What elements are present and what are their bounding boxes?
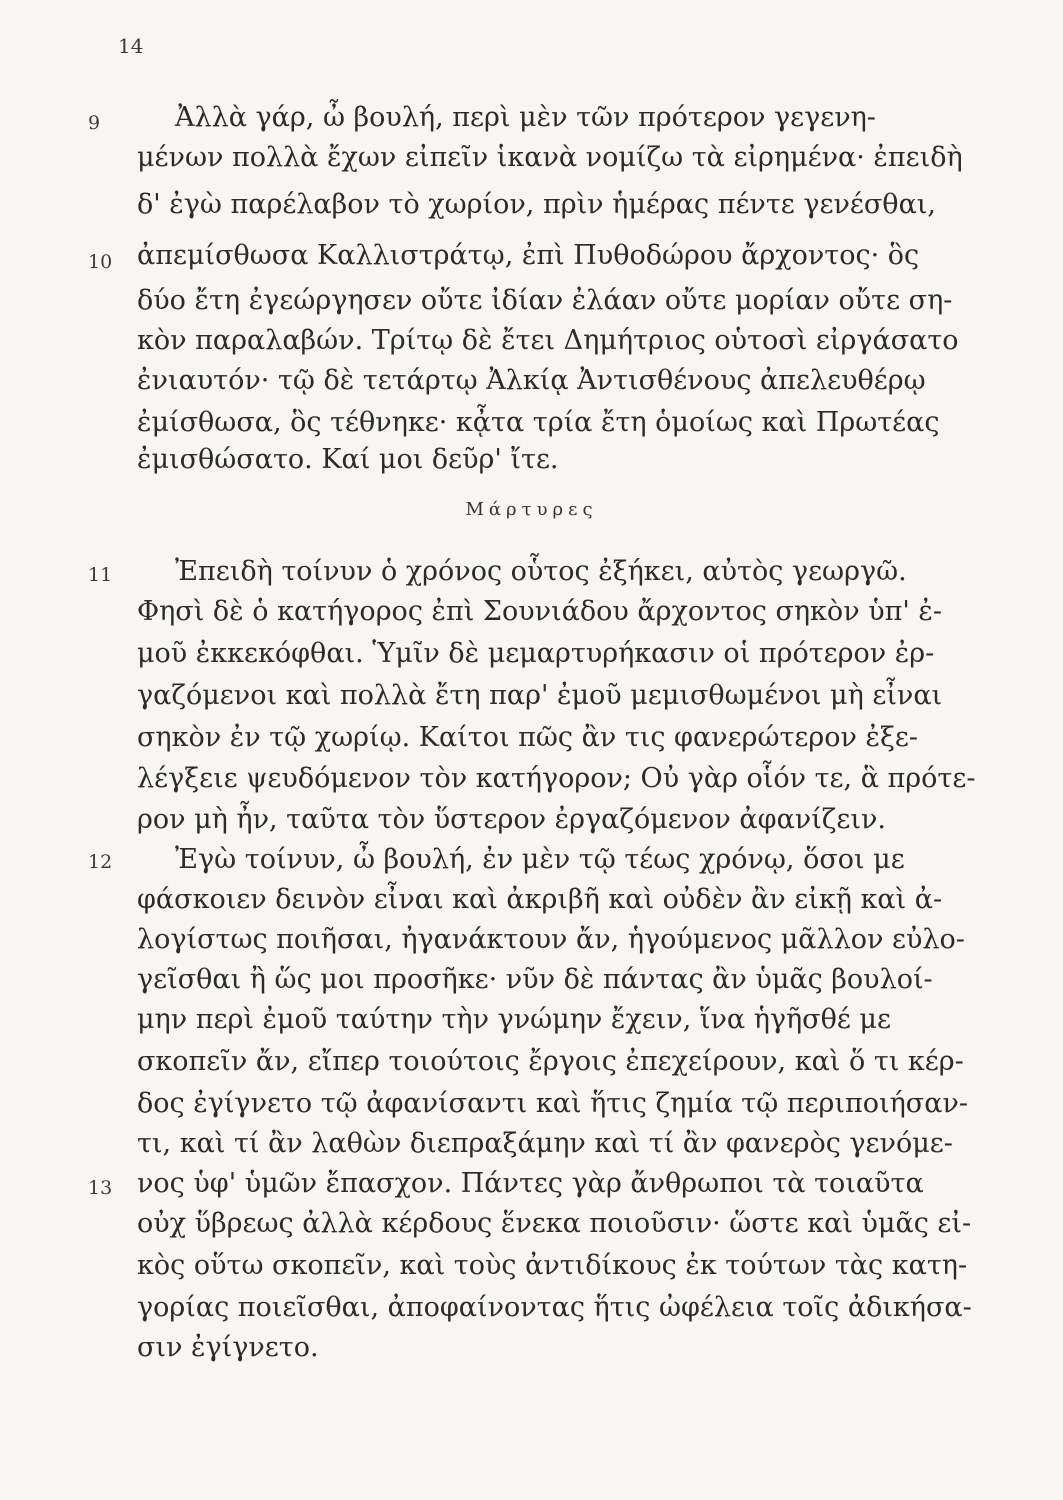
section-number-12: 12 bbox=[88, 851, 113, 873]
text-line: δ' ἐγὼ παρέλαβον τὸ χωρίον, πρὶν ἡμέρας πέντε γενέσθαι, bbox=[137, 189, 936, 220]
text-line: σιν ἐγίγνετο. bbox=[137, 1332, 319, 1363]
text-line: ἐμισθώσατο. Καί μοι δεῦρ' ἴτε. bbox=[137, 444, 559, 475]
text-line: γαζόμενοι καὶ πολλὰ ἔτη παρ' ἐμοῦ μεμισθωμένοι μὴ εἶναι bbox=[137, 680, 943, 711]
text-line: δύο ἔτη ἐγεώργησεν οὔτε ἰδίαν ἐλάαν οὔτε μορίαν οὔτε ση- bbox=[137, 285, 953, 316]
text-line: ἀπεμίσθωσα Καλλιστράτῳ, ἐπὶ Πυθοδώρου ἄρχοντος· ὃς bbox=[137, 240, 920, 271]
section-number-9: 9 bbox=[88, 112, 101, 134]
text-line: τι, καὶ τί ἂν λαθὼν διεπραξάμην καὶ τί ἂν φανερὸς γενόμε- bbox=[137, 1128, 953, 1159]
text-line: λογίστως ποιῆσαι, ἠγανάκτουν ἄν, ἡγούμενος μᾶλλον εὐλο- bbox=[137, 924, 965, 955]
text-line: μην περὶ ἐμοῦ ταύτην τὴν γνώμην ἔχειν, ἵνα ἡγῆσθέ με bbox=[137, 1004, 891, 1035]
text-line: μένων πολλὰ ἔχων εἰπεῖν ἱκανὰ νομίζω τὰ εἰρημένα· ἐπειδὴ bbox=[137, 142, 963, 173]
text-line: φάσκοιεν δεινὸν εἶναι καὶ ἀκριβῆ καὶ οὐδὲν ἂν εἰκῇ καὶ ἀ- bbox=[137, 884, 943, 915]
text-line: γορίας ποιεῖσθαι, ἀποφαίνοντας ἥτις ὠφέλεια τοῖς ἀδικήσα- bbox=[137, 1292, 972, 1323]
witnesses-heading: Μάρτυρες bbox=[465, 499, 598, 520]
section-number-11: 11 bbox=[88, 564, 113, 586]
text-line: Ἀλλὰ γάρ, ὦ βουλή, περὶ μὲν τῶν πρότερον γεγενη- bbox=[175, 102, 876, 133]
text-line: κὸν παραλαβών. Τρίτῳ δὲ ἔτει Δημήτριος οὑτοσὶ εἰργάσατο bbox=[137, 325, 959, 356]
text-line: ἐμίσθωσα, ὃς τέθνηκε· κᾆτα τρία ἔτη ὁμοίως καὶ Πρωτέας bbox=[137, 407, 940, 438]
text-line: δος ἐγίγνετο τῷ ἀφανίσαντι καὶ ἥτις ζημία τῷ περιποιήσαν- bbox=[137, 1088, 968, 1119]
text-line: Φησὶ δὲ ὁ κατήγορος ἐπὶ Σουνιάδου ἄρχοντος σηκὸν ὑπ' ἐ- bbox=[137, 596, 942, 627]
text-line: σκοπεῖν ἄν, εἴπερ τοιούτοις ἔργοις ἐπεχείρουν, καὶ ὅ τι κέρ- bbox=[137, 1046, 964, 1077]
text-line: γεῖσθαι ἢ ὥς μοι προσῆκε· νῦν δὲ πάντας ἂν ὑμᾶς βουλοί- bbox=[137, 964, 933, 995]
text-line: νος ὑφ' ὑμῶν ἔπασχον. Πάντες γὰρ ἄνθρωποι τὰ τοιαῦτα bbox=[137, 1168, 924, 1199]
text-line: κὸς οὕτω σκοπεῖν, καὶ τοὺς ἀντιδίκους ἐκ τούτων τὰς κατη- bbox=[137, 1250, 968, 1281]
text-line: ρον μὴ ἦν, ταῦτα τὸν ὕστερον ἐργαζόμενον ἀφανίζειν. bbox=[137, 804, 886, 835]
section-number-13: 13 bbox=[88, 1177, 113, 1199]
section-number-10: 10 bbox=[88, 251, 113, 273]
text-line: μοῦ ἐκκεκόφθαι. Ὑμῖν δὲ μεμαρτυρήκασιν οἱ πρότερον ἐρ- bbox=[137, 638, 935, 669]
text-line: Ἐπειδὴ τοίνυν ὁ χρόνος οὗτος ἐξήκει, αὐτὸς γεωργῶ. bbox=[175, 556, 907, 587]
page-number: 14 bbox=[118, 34, 144, 58]
text-line: Ἐγὼ τοίνυν, ὦ βουλή, ἐν μὲν τῷ τέως χρόνῳ, ὅσοι με bbox=[175, 844, 905, 875]
text-line: ἐνιαυτόν· τῷ δὲ τετάρτῳ Ἀλκίᾳ Ἀντισθένους ἀπελευθέρῳ bbox=[137, 365, 926, 396]
text-line: λέγξειε ψευδόμενον τὸν κατήγορον; Οὐ γὰρ οἷόν τε, ἃ πρότε- bbox=[137, 763, 976, 794]
text-line: οὐχ ὕβρεως ἀλλὰ κέρδους ἕνεκα ποιοῦσιν· ὥστε καὶ ὑμᾶς εἰ- bbox=[137, 1208, 972, 1239]
text-line: σηκὸν ἐν τῷ χωρίῳ. Καίτοι πῶς ἂν τις φανερώτερον ἐξε- bbox=[137, 722, 918, 753]
